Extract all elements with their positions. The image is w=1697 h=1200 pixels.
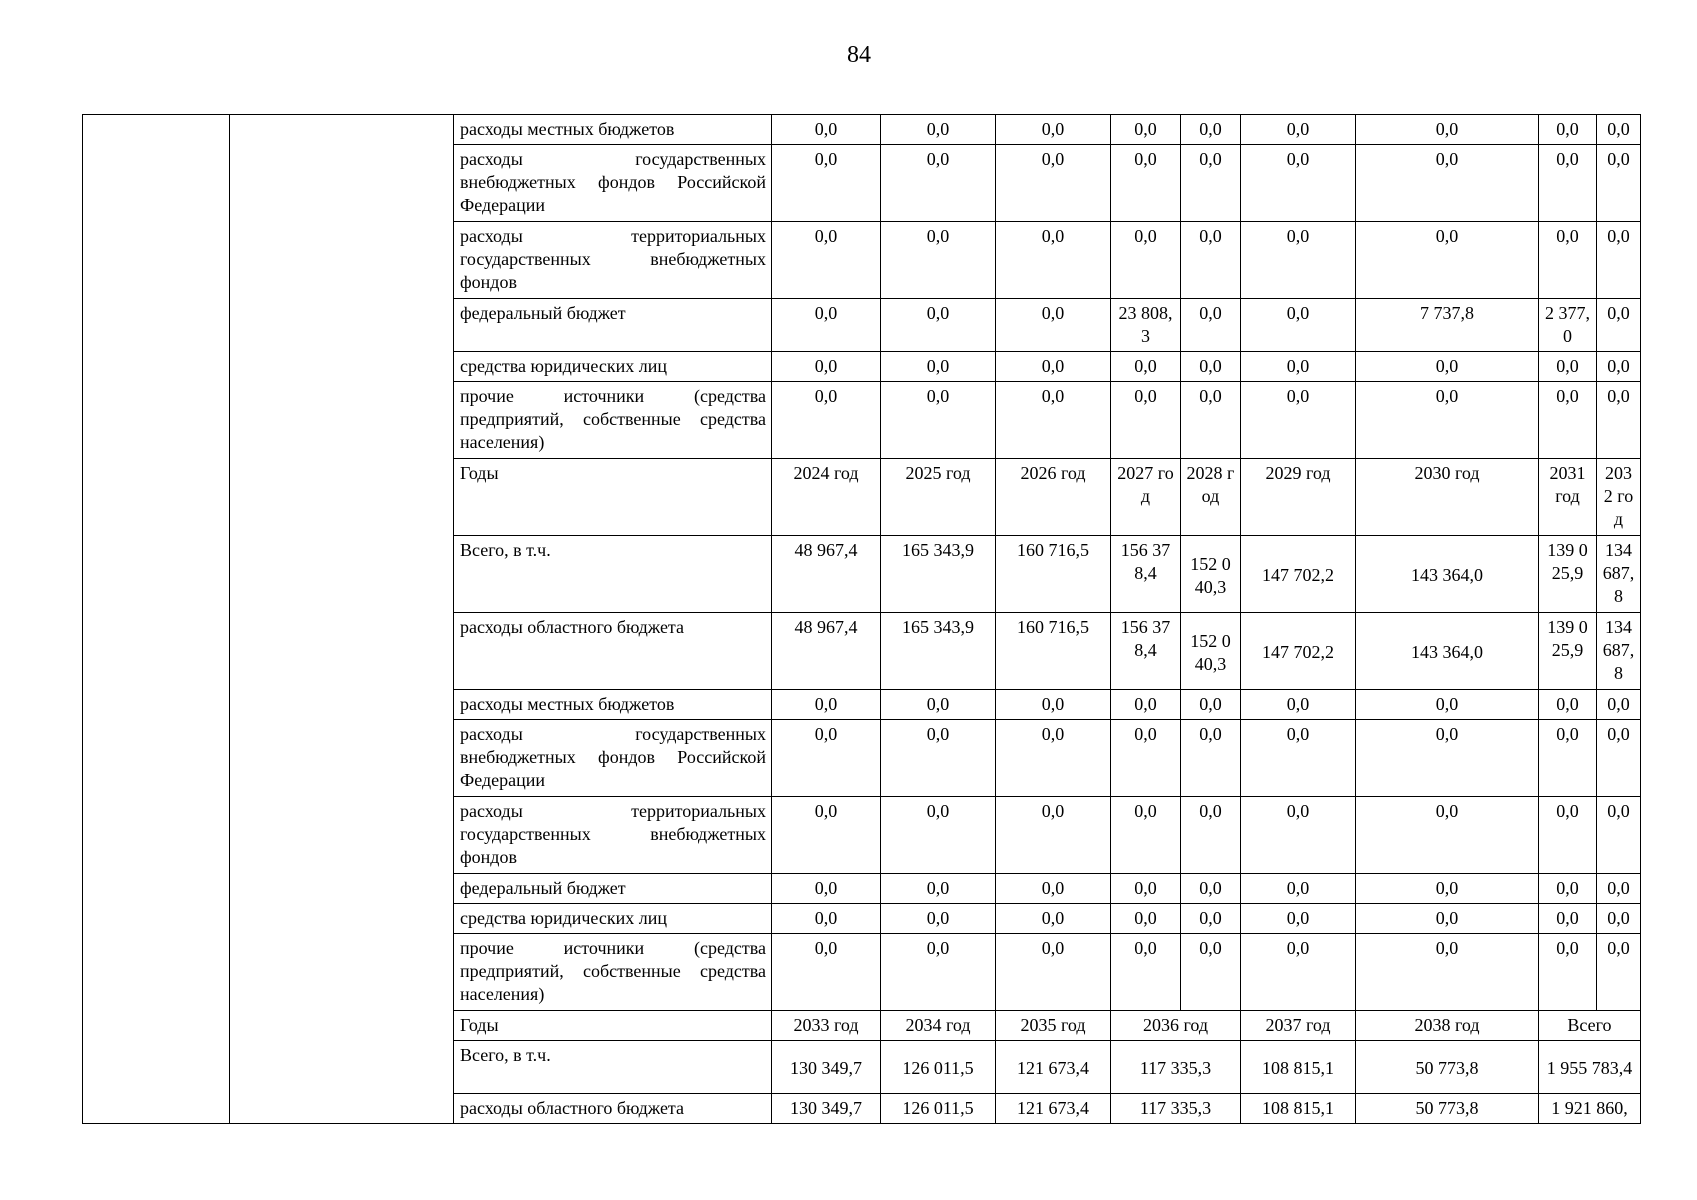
value-cell: 0,0 — [1111, 874, 1181, 904]
value-cell: 0,0 — [1181, 145, 1241, 222]
value-cell: 48 967,4 — [772, 536, 881, 613]
row-label: расходы государственных внебюджетных фондов Российской Федерации — [454, 720, 772, 797]
value-cell: 2 377,0 — [1539, 299, 1597, 352]
row-label: Годы — [454, 459, 772, 536]
year-header-cell: 2026 год — [996, 459, 1111, 536]
value-cell: 50 773,8 — [1356, 1041, 1539, 1094]
value-cell: 0,0 — [996, 299, 1111, 352]
value-cell: 0,0 — [996, 934, 1111, 1011]
value-cell: 0,0 — [1597, 222, 1641, 299]
value-cell: 0,0 — [1111, 222, 1181, 299]
value-cell: 0,0 — [1111, 382, 1181, 459]
year-header-cell: 2028 год — [1181, 459, 1241, 536]
budget-table — [82, 114, 1641, 1124]
value-cell: 0,0 — [1181, 115, 1241, 145]
value-cell: 0,0 — [996, 145, 1111, 222]
value-cell: 0,0 — [1241, 352, 1356, 382]
value-cell: 0,0 — [881, 797, 996, 874]
value-cell: 0,0 — [996, 874, 1111, 904]
year-header-cell: 2035 год — [996, 1011, 1111, 1041]
row-label: Годы — [454, 1011, 772, 1041]
blank-column-number — [83, 115, 230, 1124]
row-label: расходы территориальных государственных внебюджетных фондов — [454, 797, 772, 874]
row-label: средства юридических лиц — [454, 904, 772, 934]
value-cell: 0,0 — [881, 904, 996, 934]
row-label: расходы областного бюджета — [454, 1094, 772, 1124]
value-cell: 0,0 — [1539, 720, 1597, 797]
value-cell: 0,0 — [996, 352, 1111, 382]
value-cell: 0,0 — [1597, 797, 1641, 874]
value-cell: 0,0 — [1111, 797, 1181, 874]
value-cell: 0,0 — [1356, 874, 1539, 904]
page-number: 84 — [847, 42, 871, 68]
value-cell: 160 716,5 — [996, 536, 1111, 613]
year-header-cell: 2033 год — [772, 1011, 881, 1041]
value-cell: 0,0 — [881, 382, 996, 459]
value-cell: 152 040,3 — [1181, 613, 1241, 690]
value-cell: 0,0 — [1356, 352, 1539, 382]
value-cell: 0,0 — [772, 352, 881, 382]
year-header-cell: 2036 год — [1111, 1011, 1241, 1041]
value-cell: 0,0 — [1356, 797, 1539, 874]
year-header-cell: 2024 год — [772, 459, 881, 536]
value-cell: 0,0 — [1597, 934, 1641, 1011]
value-cell: 0,0 — [1597, 690, 1641, 720]
value-cell: 0,0 — [1539, 352, 1597, 382]
value-cell: 0,0 — [1241, 115, 1356, 145]
value-cell: 0,0 — [772, 904, 881, 934]
value-cell: 121 673,4 — [996, 1094, 1111, 1124]
year-header-cell: Всего — [1539, 1011, 1641, 1041]
value-cell: 165 343,9 — [881, 613, 996, 690]
value-cell: 121 673,4 — [996, 1041, 1111, 1094]
value-cell: 50 773,8 — [1356, 1094, 1539, 1124]
value-cell: 0,0 — [1539, 797, 1597, 874]
value-cell: 165 343,9 — [881, 536, 996, 613]
value-cell: 0,0 — [881, 352, 996, 382]
value-cell: 0,0 — [1111, 145, 1181, 222]
value-cell: 0,0 — [1181, 352, 1241, 382]
value-cell: 0,0 — [881, 115, 996, 145]
value-cell: 0,0 — [1181, 382, 1241, 459]
value-cell: 0,0 — [1539, 145, 1597, 222]
value-cell: 126 011,5 — [881, 1041, 996, 1094]
value-cell: 23 808,3 — [1111, 299, 1181, 352]
value-cell: 0,0 — [1597, 145, 1641, 222]
value-cell: 0,0 — [1597, 299, 1641, 352]
value-cell: 0,0 — [996, 720, 1111, 797]
value-cell: 130 349,7 — [772, 1041, 881, 1094]
value-cell: 117 335,3 — [1111, 1041, 1241, 1094]
value-cell: 108 815,1 — [1241, 1041, 1356, 1094]
value-cell: 0,0 — [1241, 299, 1356, 352]
value-cell: 152 040,3 — [1181, 536, 1241, 613]
value-cell: 147 702,2 — [1241, 536, 1356, 613]
value-cell: 48 967,4 — [772, 613, 881, 690]
value-cell: 0,0 — [772, 797, 881, 874]
value-cell: 0,0 — [772, 934, 881, 1011]
value-cell: 0,0 — [1111, 115, 1181, 145]
value-cell: 0,0 — [1539, 222, 1597, 299]
value-cell: 0,0 — [1539, 904, 1597, 934]
value-cell: 139 025,9 — [1539, 536, 1597, 613]
value-cell: 0,0 — [996, 222, 1111, 299]
value-cell: 0,0 — [1181, 874, 1241, 904]
blank-column-name — [230, 115, 454, 1124]
value-cell: 0,0 — [772, 874, 881, 904]
value-cell: 0,0 — [881, 720, 996, 797]
value-cell: 0,0 — [1181, 934, 1241, 1011]
value-cell: 0,0 — [1356, 115, 1539, 145]
value-cell: 0,0 — [996, 797, 1111, 874]
value-cell: 143 364,0 — [1356, 613, 1539, 690]
year-header-cell: 2027 год — [1111, 459, 1181, 536]
row-label: Всего, в т.ч. — [454, 1041, 772, 1094]
value-cell: 0,0 — [1111, 904, 1181, 934]
value-cell: 0,0 — [996, 382, 1111, 459]
value-cell: 0,0 — [1539, 382, 1597, 459]
value-cell: 0,0 — [1597, 352, 1641, 382]
value-cell: 0,0 — [1111, 934, 1181, 1011]
value-cell: 0,0 — [881, 145, 996, 222]
value-cell: 126 011,5 — [881, 1094, 996, 1124]
value-cell: 143 364,0 — [1356, 536, 1539, 613]
value-cell: 0,0 — [1597, 904, 1641, 934]
value-cell: 1 921 860, — [1539, 1094, 1641, 1124]
row-label: прочие источники (средства предприятий, собственные средства населения) — [454, 382, 772, 459]
year-header-cell: 2037 год — [1241, 1011, 1356, 1041]
row-label: расходы местных бюджетов — [454, 690, 772, 720]
value-cell: 0,0 — [1539, 874, 1597, 904]
value-cell: 0,0 — [772, 222, 881, 299]
value-cell: 0,0 — [1181, 222, 1241, 299]
year-header-cell: 2025 год — [881, 459, 996, 536]
value-cell: 0,0 — [1356, 904, 1539, 934]
value-cell: 0,0 — [1111, 720, 1181, 797]
value-cell: 0,0 — [1241, 797, 1356, 874]
value-cell: 0,0 — [772, 145, 881, 222]
year-header-cell: 2031 год — [1539, 459, 1597, 536]
value-cell: 0,0 — [1241, 690, 1356, 720]
value-cell: 0,0 — [1356, 145, 1539, 222]
value-cell: 0,0 — [1356, 720, 1539, 797]
value-cell: 0,0 — [772, 720, 881, 797]
year-header-cell: 2032 год — [1597, 459, 1641, 536]
value-cell: 139 025,9 — [1539, 613, 1597, 690]
value-cell: 0,0 — [772, 382, 881, 459]
row-label: расходы местных бюджетов — [454, 115, 772, 145]
value-cell: 0,0 — [1241, 904, 1356, 934]
value-cell: 0,0 — [1597, 874, 1641, 904]
value-cell: 0,0 — [1181, 904, 1241, 934]
row-label: расходы территориальных государственных внебюджетных фондов — [454, 222, 772, 299]
row-label: федеральный бюджет — [454, 874, 772, 904]
value-cell: 0,0 — [1597, 115, 1641, 145]
value-cell: 0,0 — [1111, 352, 1181, 382]
value-cell: 0,0 — [1356, 382, 1539, 459]
value-cell: 156 378,4 — [1111, 613, 1181, 690]
value-cell: 0,0 — [881, 690, 996, 720]
row-label: Всего, в т.ч. — [454, 536, 772, 613]
year-header-cell: 2038 год — [1356, 1011, 1539, 1041]
value-cell: 0,0 — [1356, 222, 1539, 299]
value-cell: 160 716,5 — [996, 613, 1111, 690]
row-label: средства юридических лиц — [454, 352, 772, 382]
value-cell: 0,0 — [1597, 720, 1641, 797]
value-cell: 0,0 — [996, 690, 1111, 720]
value-cell: 0,0 — [881, 222, 996, 299]
row-label: расходы областного бюджета — [454, 613, 772, 690]
value-cell: 117 335,3 — [1111, 1094, 1241, 1124]
value-cell: 0,0 — [1111, 690, 1181, 720]
table-row — [83, 115, 1641, 145]
value-cell: 0,0 — [1539, 115, 1597, 145]
value-cell: 0,0 — [1241, 720, 1356, 797]
row-label: федеральный бюджет — [454, 299, 772, 352]
value-cell: 7 737,8 — [1356, 299, 1539, 352]
value-cell: 0,0 — [996, 115, 1111, 145]
value-cell: 0,0 — [1241, 145, 1356, 222]
value-cell: 0,0 — [772, 690, 881, 720]
value-cell: 0,0 — [1181, 299, 1241, 352]
value-cell: 0,0 — [772, 115, 881, 145]
value-cell: 0,0 — [1241, 934, 1356, 1011]
value-cell: 0,0 — [1356, 690, 1539, 720]
year-header-cell: 2029 год — [1241, 459, 1356, 536]
row-label: расходы государственных внебюджетных фондов Российской Федерации — [454, 145, 772, 222]
value-cell: 108 815,1 — [1241, 1094, 1356, 1124]
value-cell: 0,0 — [1181, 690, 1241, 720]
value-cell: 0,0 — [1539, 690, 1597, 720]
value-cell: 0,0 — [1181, 797, 1241, 874]
value-cell: 0,0 — [1597, 382, 1641, 459]
value-cell: 156 378,4 — [1111, 536, 1181, 613]
value-cell: 134 687,8 — [1597, 536, 1641, 613]
value-cell: 0,0 — [881, 874, 996, 904]
value-cell: 0,0 — [996, 904, 1111, 934]
value-cell: 0,0 — [1241, 222, 1356, 299]
value-cell: 1 955 783,4 — [1539, 1041, 1641, 1094]
value-cell: 0,0 — [1241, 874, 1356, 904]
row-label: прочие источники (средства предприятий, собственные средства населения) — [454, 934, 772, 1011]
value-cell: 0,0 — [1181, 720, 1241, 797]
value-cell: 0,0 — [881, 934, 996, 1011]
value-cell: 0,0 — [881, 299, 996, 352]
value-cell: 0,0 — [1241, 382, 1356, 459]
value-cell: 130 349,7 — [772, 1094, 881, 1124]
value-cell: 0,0 — [772, 299, 881, 352]
year-header-cell: 2030 год — [1356, 459, 1539, 536]
value-cell: 147 702,2 — [1241, 613, 1356, 690]
value-cell: 134 687,8 — [1597, 613, 1641, 690]
year-header-cell: 2034 год — [881, 1011, 996, 1041]
value-cell: 0,0 — [1539, 934, 1597, 1011]
value-cell: 0,0 — [1356, 934, 1539, 1011]
